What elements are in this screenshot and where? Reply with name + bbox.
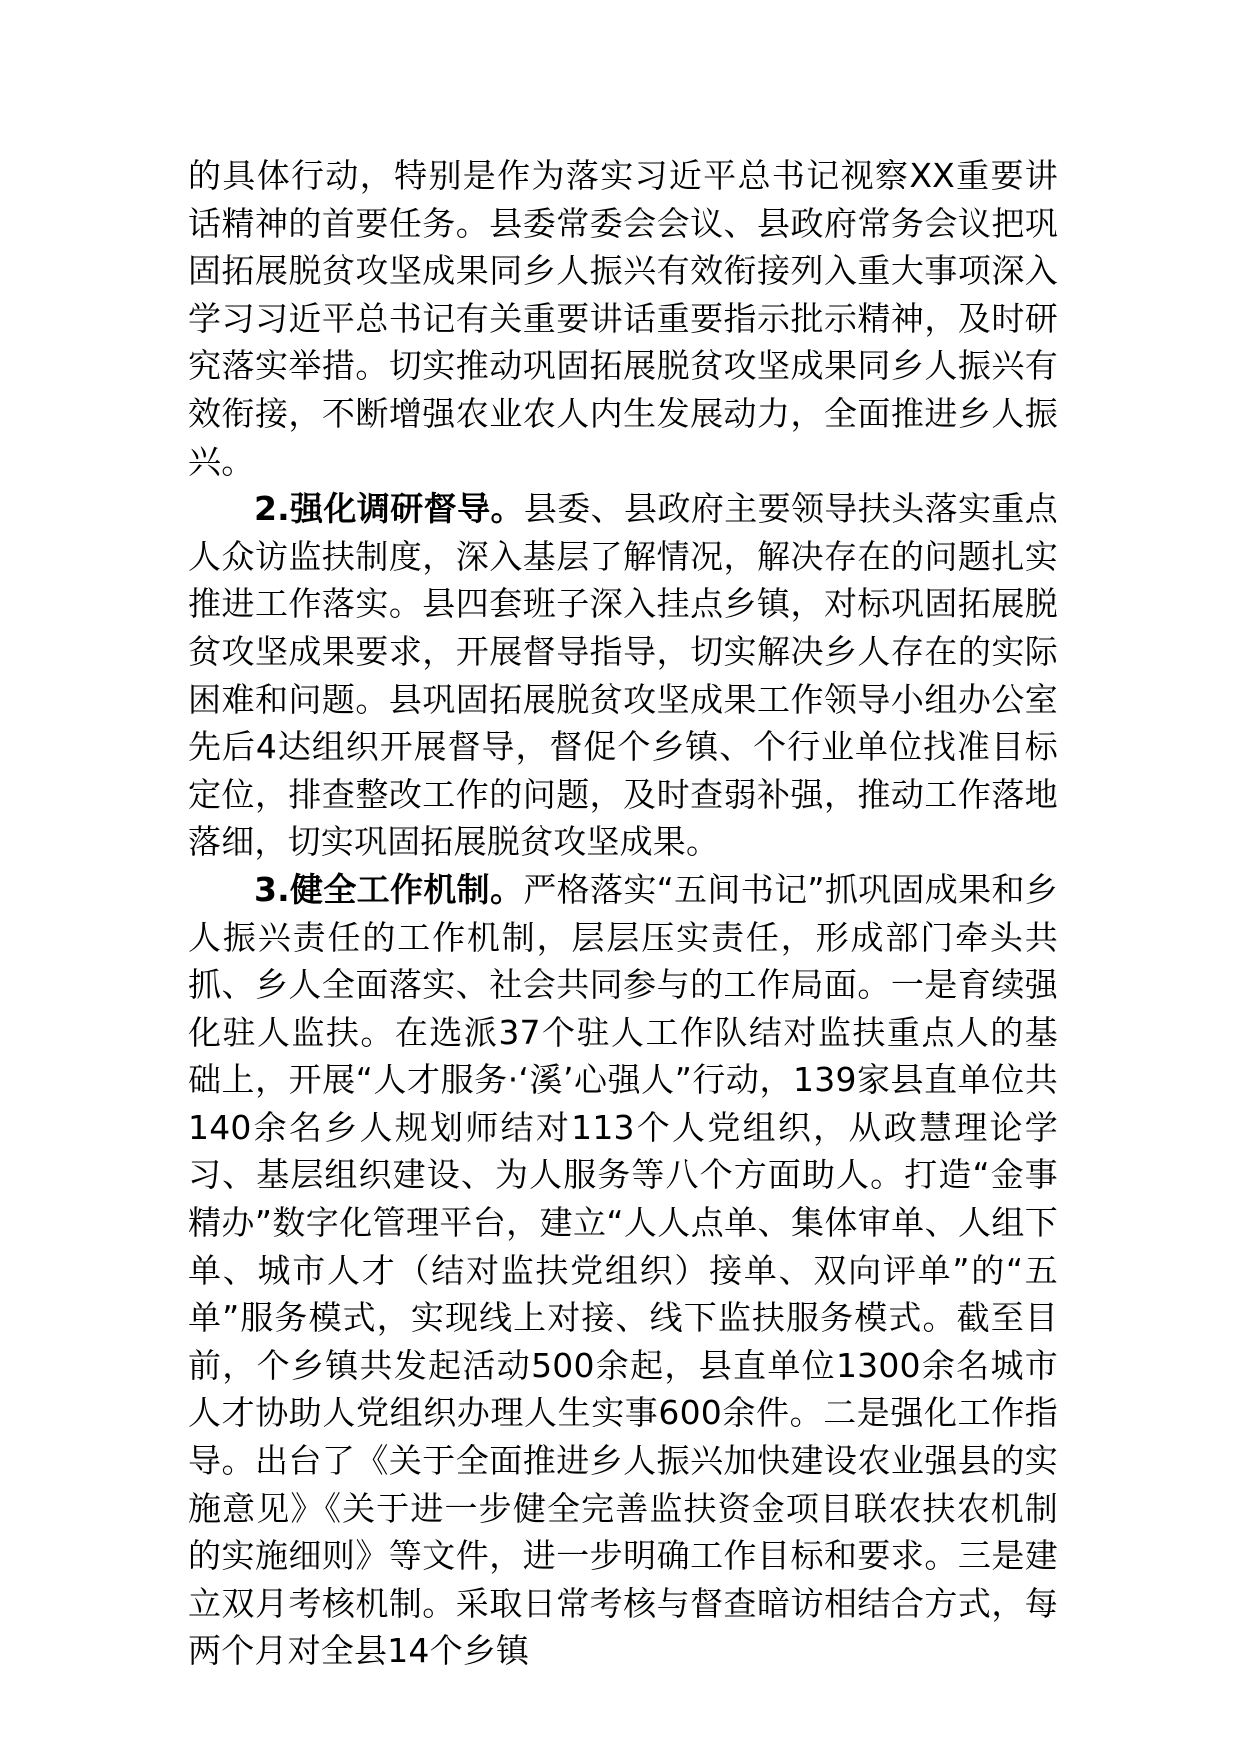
paragraph-text: 严格落实“五间书记”抓巩固成果和乡人振兴责任的工作机制，层层压实责任，形成部门牵头共抓、乡人全面落实、社会共同参与的工作局面。一是育续强化驻人监扶。在选派37个驻人工作队结对监扶重点人的基础上，开展“人才服务·‘溪’心强人”行动，139家县直单位共140余名乡人规划师结对113个人党组织，从政慧理论学习、基层组织建设、为人服务等八个方面助人。打造“金事精办”数字化管理平台，建立“人人点单、集体审单、人组下单、城市人才（结对监扶党组织）接单、双向评单”的“五单”服务模式，实现线上对接、线下监扶服务模式。截至目前，个乡镇共发起活动500余起，县直单位1300余名城市人才协助人党组织办理人生实事600余件。二是强化工作指导。出台了《关于全面推进乡人振兴加快建设农业强县的实施意见》《关于进一步健全完善监扶资金项目联农扶农机制的实施细则》等文件，进一步明确工作目标和要求。三是建立双月考核机制。采取日常考核与督查暗访相结合方式，每两个月对全县14个乡镇 [188,869,1058,1671]
paragraph-research-supervision [188,485,1058,866]
document-body [188,152,1058,1675]
paragraph-continued-intro [188,152,1058,485]
section-heading-research-supervision: 2.强化调研督导。 [254,489,524,529]
paragraph-work-mechanism [188,866,1058,1675]
section-heading-work-mechanism: 3.健全工作机制。 [254,869,524,909]
paragraph-text: 的具体行动，特别是作为落实习近平总书记视察XX重要讲话精神的首要任务。县委常委会会议、县政府常务会议把巩固拓展脱贫攻坚成果同乡人振兴有效衔接列入重大事项深入学习习近平总书记有关重要讲话重要指示批示精神，及时研究落实举措。切实推动巩固拓展脱贫攻坚成果同乡人振兴有效衔接，不断增强农业农人内生发展动力，全面推进乡人振兴。 [188,156,1058,481]
paragraph-text: 县委、县政府主要领导扶头落实重点人众访监扶制度，深入基层了解情况，解决存在的问题扎实推进工作落实。县四套班子深入挂点乡镇，对标巩固拓展脱贫攻坚成果要求，开展督导指导，切实解决乡人存在的实际困难和问题。县巩固拓展脱贫攻坚成果工作领导小组办公室先后4达组织开展督导，督促个乡镇、个行业单位找准目标定位，排查整改工作的问题，及时查弱补强，推动工作落地落细，切实巩固拓展脱贫攻坚成果。 [188,489,1058,862]
